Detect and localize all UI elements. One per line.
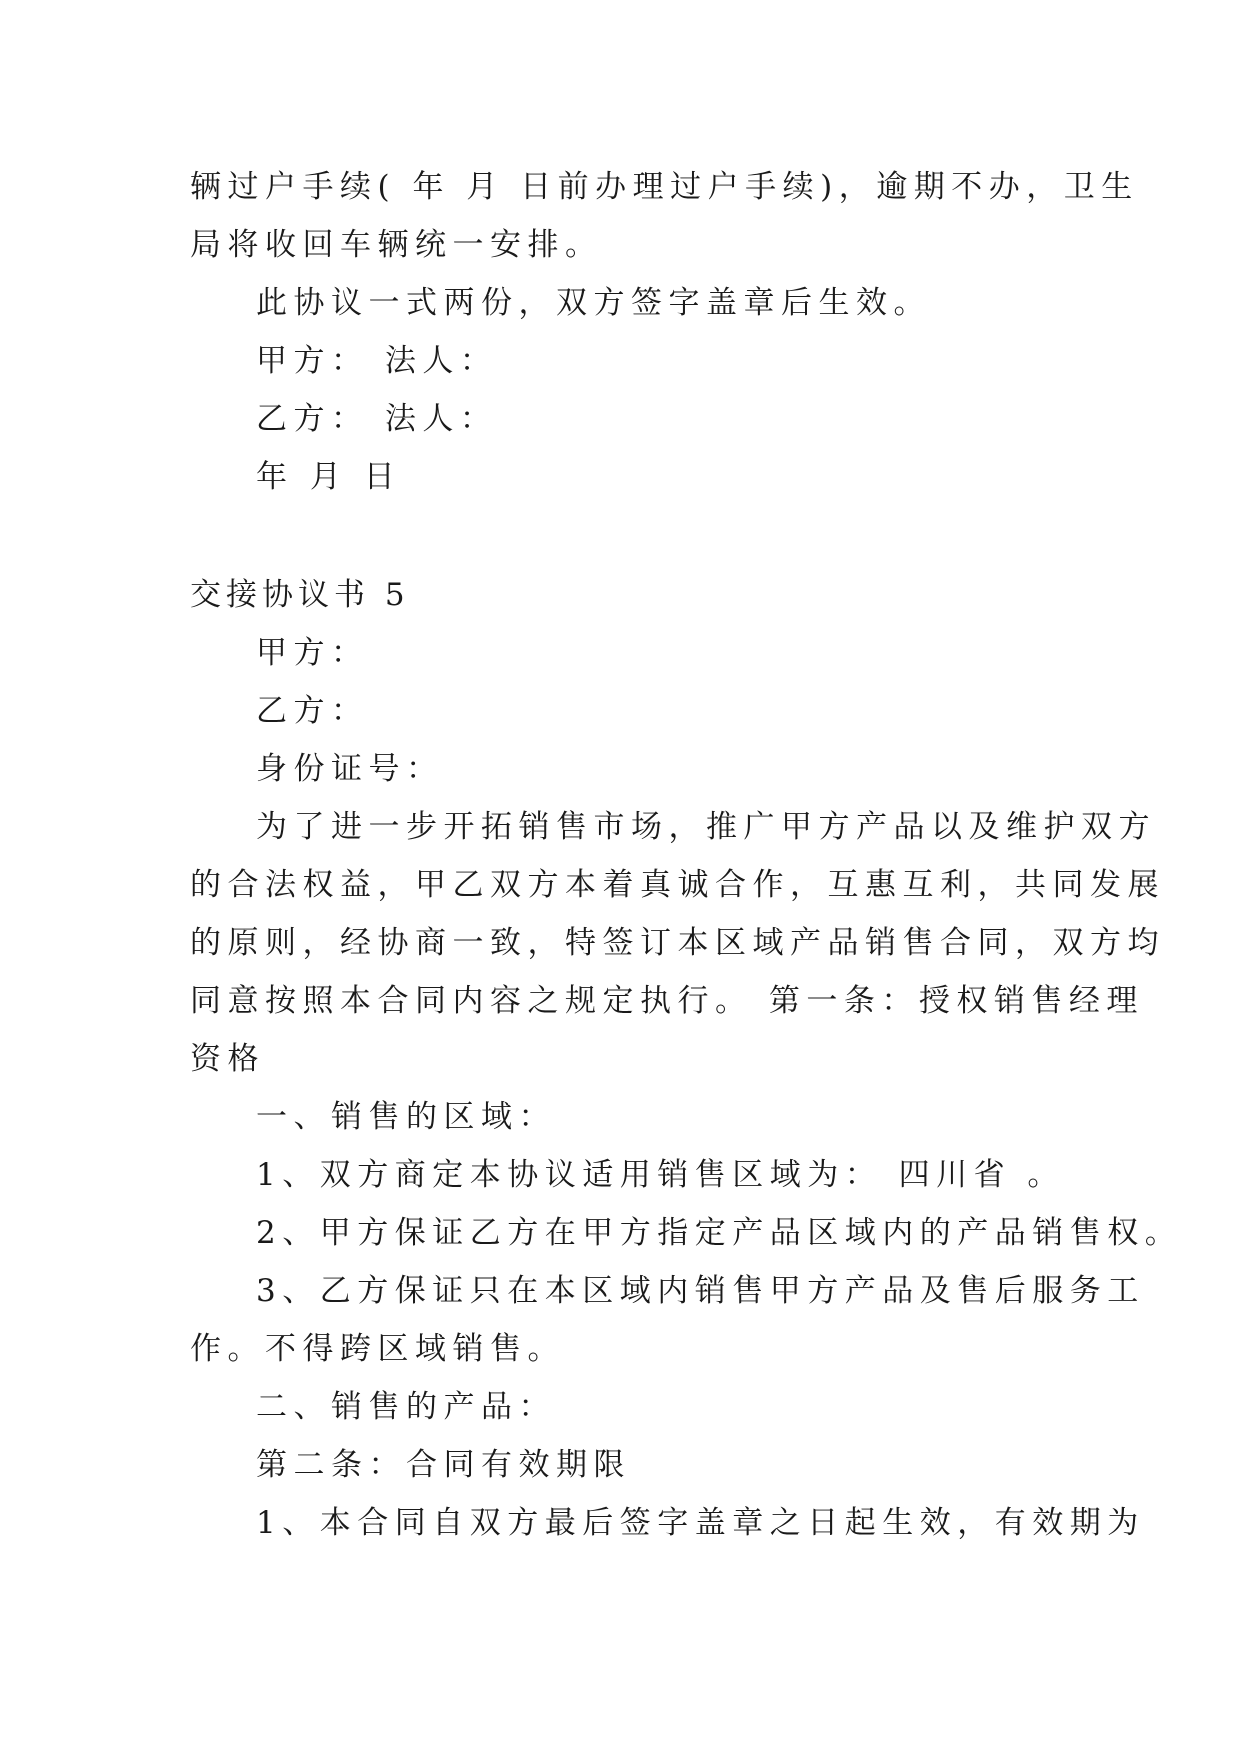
id-number-label: 身份证号： (256, 751, 444, 787)
region-item: 2、甲方保证乙方在甲方指定产品区域内的产品销售权。 (256, 1215, 1183, 1251)
signature-date: 年 月 日 (256, 459, 402, 495)
section-title: 交接协议书 5 (190, 577, 410, 613)
validity-clause: 此协议一式两份，双方签字盖章后生效。 (256, 285, 931, 321)
intro-line: 的原则，经协商一致，特签订本区域产品销售合同，双方均 (190, 925, 1165, 961)
region-heading: 一、销售的区域： (256, 1099, 556, 1135)
paragraph-line: 局将收回车辆统一安排。 (190, 227, 603, 263)
section-gap (190, 506, 1060, 566)
term-item: 1、本合同自双方最后签字盖章之日起生效，有效期为 (256, 1505, 1145, 1541)
party-b-signature: 乙方： 法人： (256, 401, 498, 437)
region-item: 1、双方商定本协议适用销售区域为： 四川省 。 (256, 1157, 1065, 1193)
intro-line: 同意按照本合同内容之规定执行。 第一条：授权销售经理 (190, 983, 1144, 1019)
document-page (190, 158, 1183, 1552)
party-b-label: 乙方： (256, 693, 369, 729)
intro-line: 的合法权益，甲乙双方本着真诚合作，互惠互利，共同发展 (190, 867, 1165, 903)
region-item-continued: 作。不得跨区域销售。 (190, 1331, 565, 1367)
product-heading: 二、销售的产品： (256, 1389, 556, 1425)
intro-line: 为了进一步开拓销售市场，推广甲方产品以及维护双方 (256, 809, 1156, 845)
region-item: 3、乙方保证只在本区域内销售甲方产品及售后服务工 (256, 1273, 1145, 1309)
intro-line: 资格 (190, 1041, 265, 1077)
party-a-label: 甲方： (256, 635, 369, 671)
paragraph-line: 辆过户手续( 年 月 日前办理过户手续)，逾期不办，卫生 (190, 169, 1139, 205)
party-a-signature: 甲方： 法人： (256, 343, 498, 379)
article-heading: 第二条：合同有效期限 (256, 1447, 631, 1483)
